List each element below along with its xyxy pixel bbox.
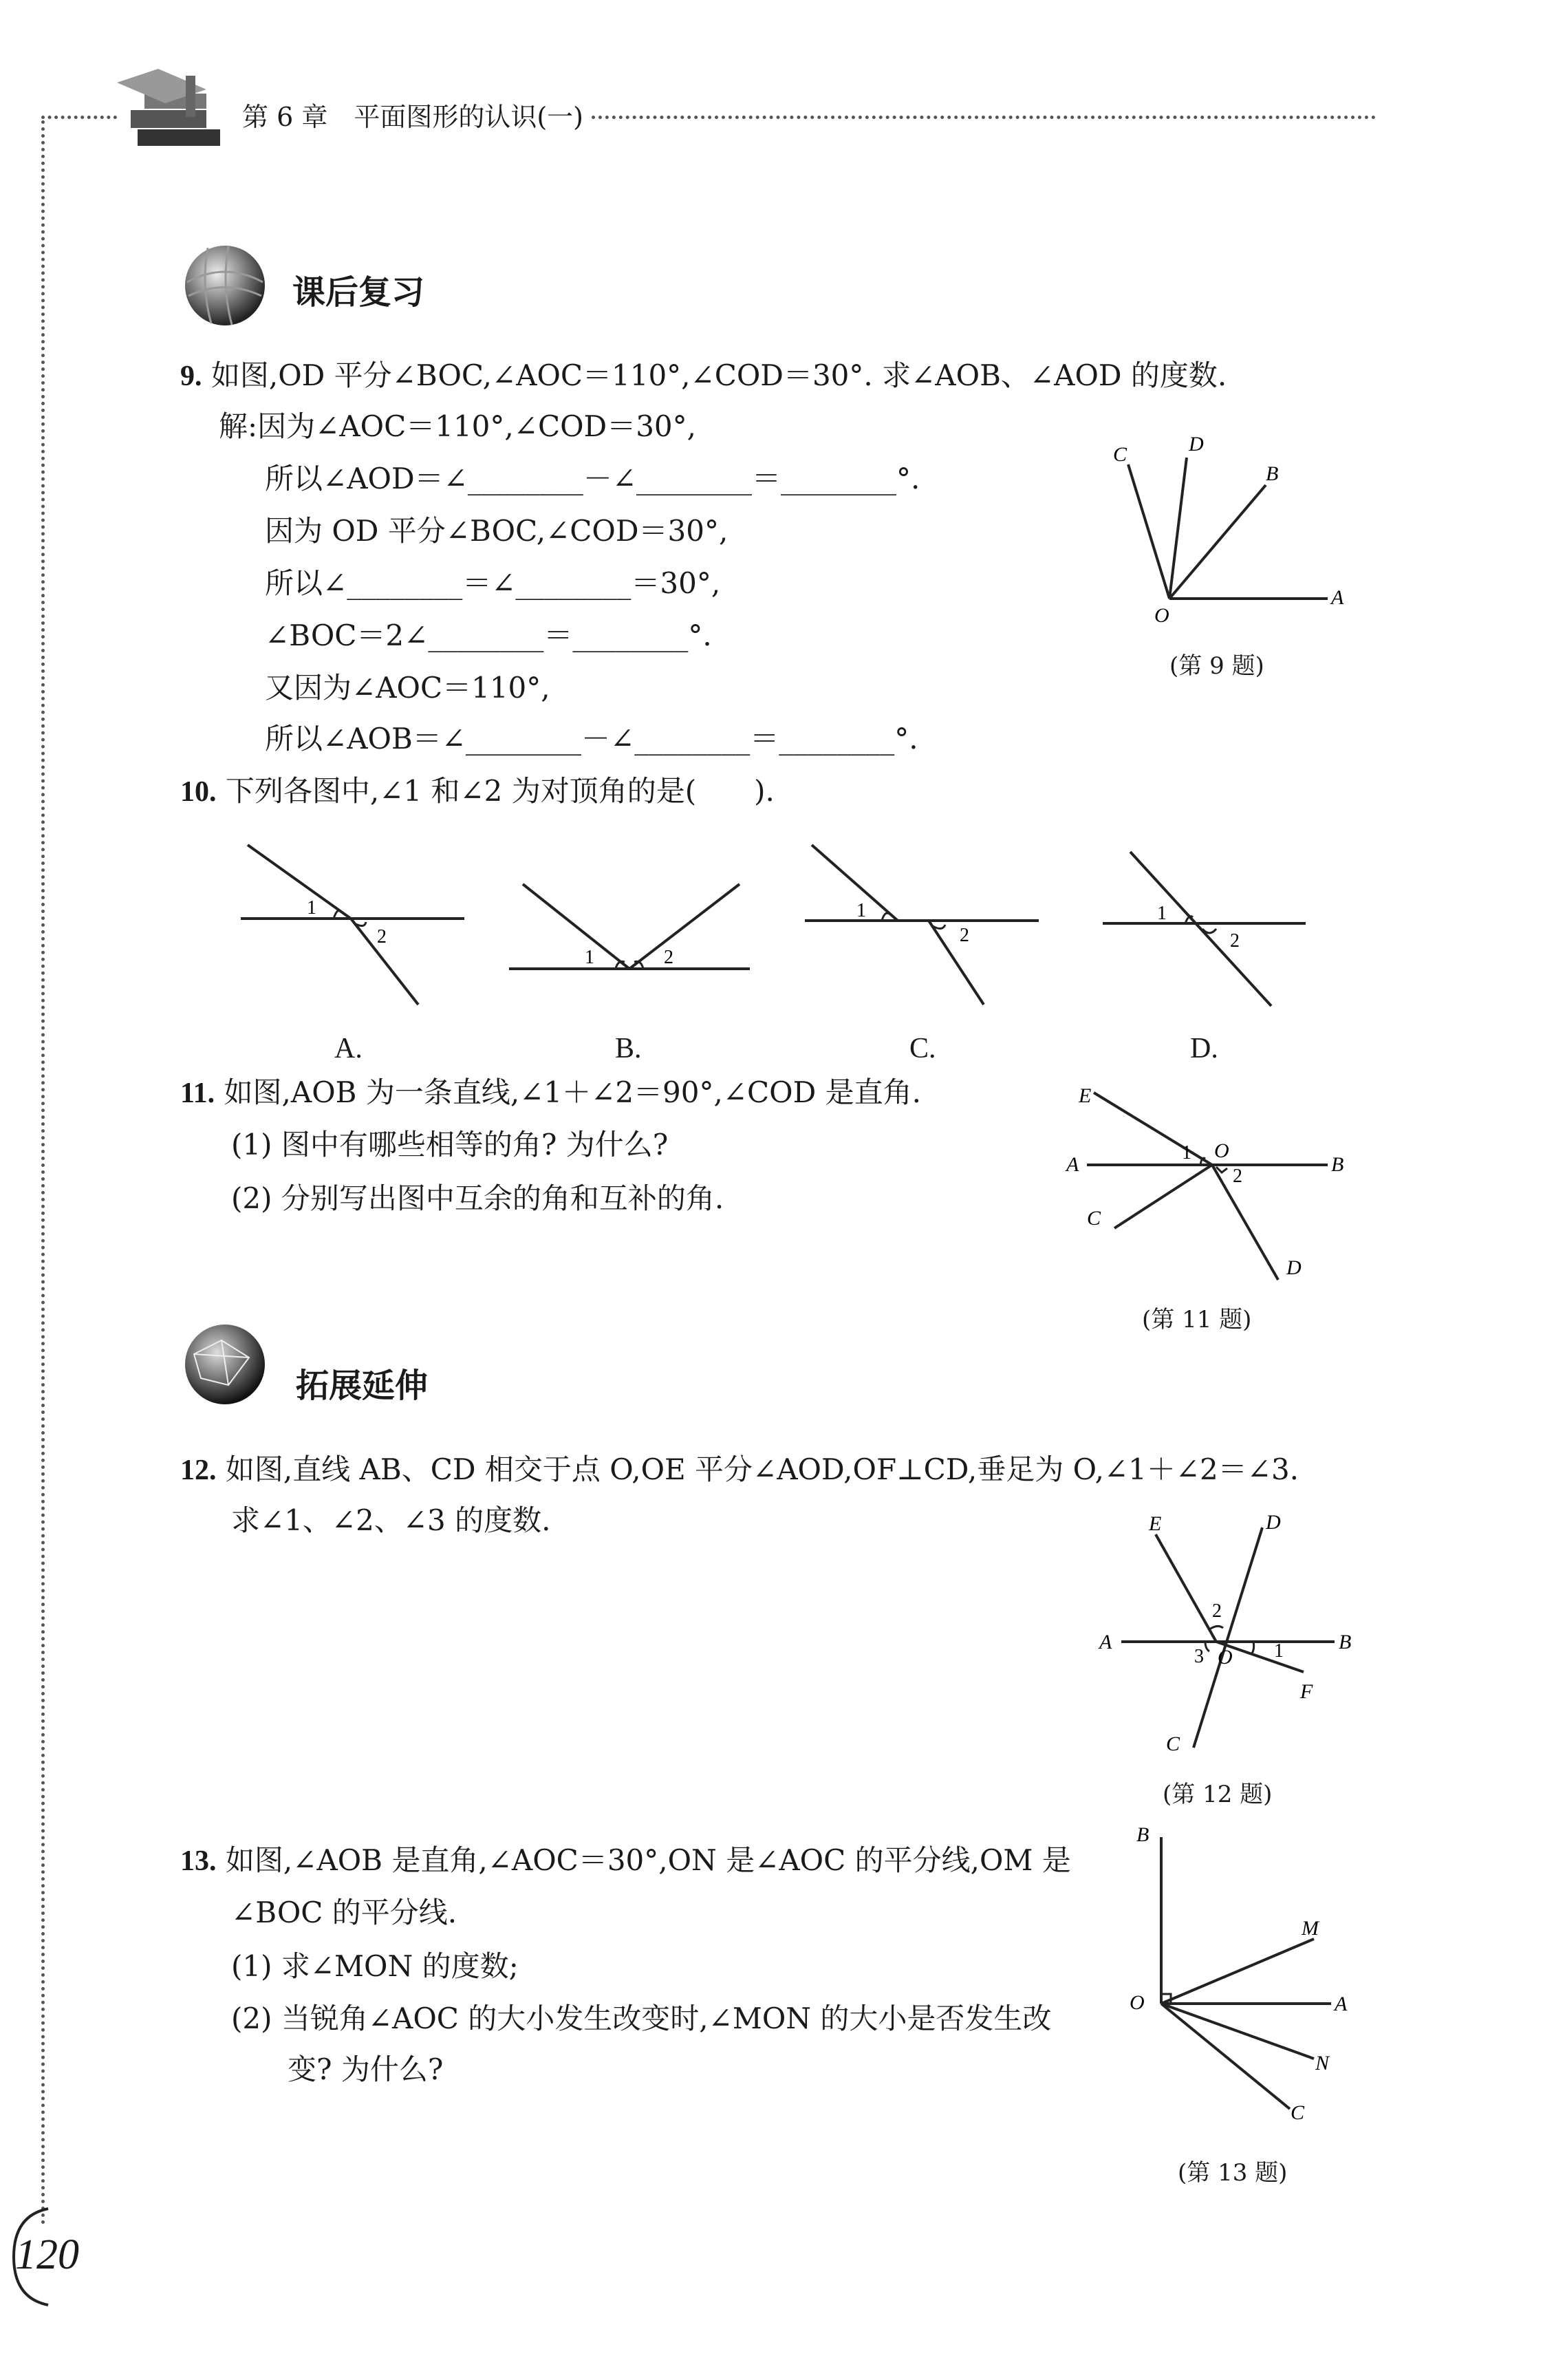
header-books-icon	[103, 62, 241, 165]
angle-2-label: 2	[1233, 1166, 1242, 1187]
sub-question: (2) 当锐角∠AOC 的大小发生改变时,∠MON 的大小是否发生改	[231, 2002, 1052, 2035]
label-n: N	[1315, 2052, 1330, 2075]
solution-line: 所以∠AOB＝∠________－∠________＝________°.	[265, 722, 918, 755]
angle-1-label: 1	[1274, 1640, 1284, 1662]
angle-1-label: 1	[1157, 903, 1167, 924]
label-o: O	[1218, 1646, 1233, 1669]
option-d: D.	[1190, 1033, 1218, 1064]
angle-2-label: 2	[1212, 1600, 1222, 1622]
angle-3-label: 3	[1194, 1646, 1204, 1667]
figure-q9	[1094, 427, 1362, 633]
figure-q11	[1059, 1080, 1362, 1294]
label-d: D	[1286, 1256, 1302, 1279]
angle-2-label: 2	[664, 947, 673, 968]
figure-q13	[1114, 1816, 1362, 2133]
question-text: 如图,∠AOB 是直角,∠AOC＝30°,ON 是∠AOC 的平分线,OM 是	[225, 1843, 1071, 1877]
question-11	[180, 1073, 921, 1113]
angle-1-label: 1	[856, 900, 866, 921]
angle-2-label: 2	[960, 925, 969, 946]
angle-1-label: 1	[585, 947, 594, 968]
question-number: 13.	[180, 1845, 217, 1877]
question-text: 如图,AOB 为一条直线,∠1＋∠2＝90°,∠COD 是直角.	[224, 1075, 921, 1109]
question-text-continued: 求∠1、∠2、∠3 的度数.	[231, 1503, 551, 1537]
label-o: O	[1154, 604, 1169, 627]
question-10	[180, 772, 775, 811]
sub-question: (1) 图中有哪些相等的角? 为什么?	[231, 1128, 669, 1161]
figure-q10-d	[1099, 846, 1313, 1018]
option-b: B.	[615, 1033, 642, 1064]
label-c: C	[1291, 2101, 1305, 2124]
solution-line: 因为 OD 平分∠BOC,∠COD＝30°,	[265, 514, 728, 548]
figure-q10-a	[234, 833, 482, 1018]
label-d: D	[1266, 1514, 1281, 1534]
section-title: 课后复习	[292, 273, 425, 312]
option-c: C.	[909, 1033, 936, 1064]
figure-q12	[1094, 1514, 1362, 1761]
header-chapter: 第 6 章 平面图形的认识(一)	[242, 102, 583, 132]
label-b: B	[1136, 1823, 1150, 1846]
label-c: C	[1166, 1733, 1180, 1755]
header-dotted-line-right	[592, 116, 1376, 119]
label-m: M	[1302, 1917, 1319, 1940]
label-a: A	[1099, 1631, 1112, 1653]
sub-question: (1) 求∠MON 的度数;	[231, 1949, 519, 1983]
angle-1-label: 1	[1182, 1142, 1191, 1164]
question-9	[180, 356, 1227, 396]
angle-2-label: 2	[1230, 930, 1240, 952]
figure-caption: (第 12 题)	[1163, 1781, 1273, 1808]
question-text: 如图,OD 平分∠BOC,∠AOC＝110°,∠COD＝30°. 求∠AOB、∠AOD 的度数.	[211, 358, 1227, 392]
label-b: B	[1266, 462, 1279, 485]
question-12	[180, 1450, 1299, 1490]
label-e: E	[1149, 1514, 1162, 1535]
solution-line: 所以∠________＝∠________＝30°,	[265, 566, 721, 600]
solution-line: 解:因为∠AOC＝110°,∠COD＝30°,	[219, 409, 696, 443]
question-number: 11.	[180, 1078, 215, 1109]
label-o: O	[1214, 1139, 1229, 1162]
option-a: A.	[334, 1033, 363, 1064]
question-number: 9.	[180, 361, 202, 392]
label-a: A	[1331, 586, 1344, 609]
label-b: B	[1339, 1631, 1352, 1653]
question-number: 12.	[180, 1455, 217, 1486]
label-f: F	[1300, 1680, 1313, 1703]
label-b: B	[1331, 1153, 1344, 1176]
question-text: 下列各图中,∠1 和∠2 为对顶角的是( ).	[225, 774, 775, 808]
angle-2-label: 2	[377, 926, 387, 947]
label-o: O	[1130, 1991, 1145, 2014]
section-title: 拓展延伸	[296, 1366, 429, 1405]
figure-caption: (第 9 题)	[1169, 652, 1264, 680]
figure-caption: (第 13 题)	[1178, 2159, 1288, 2187]
page-number: 120	[15, 2231, 79, 2278]
figure-q10-c	[798, 839, 1053, 1011]
question-13	[180, 1841, 1071, 1880]
question-text-continued: ∠BOC 的平分线.	[231, 1896, 457, 1929]
label-a: A	[1066, 1153, 1079, 1176]
label-c: C	[1087, 1207, 1101, 1230]
solution-line: 所以∠AOD＝∠________－∠________＝________°.	[265, 462, 920, 495]
label-c: C	[1113, 443, 1127, 466]
network-globe-icon	[180, 1320, 270, 1409]
angle-1-label: 1	[307, 897, 316, 919]
sub-question-continued: 变? 为什么?	[288, 2052, 444, 2086]
label-a: A	[1335, 1993, 1348, 2015]
globe-icon	[180, 241, 270, 330]
question-number: 10.	[180, 776, 217, 808]
label-e: E	[1079, 1084, 1092, 1107]
sub-question: (2) 分别写出图中互余的角和互补的角.	[231, 1181, 724, 1215]
label-d: D	[1189, 433, 1204, 455]
margin-dotted-line	[41, 120, 45, 2226]
solution-line: ∠BOC＝2∠________＝________°.	[265, 619, 712, 652]
figure-q10-b	[502, 874, 764, 984]
solution-line: 又因为∠AOC＝110°,	[265, 671, 550, 705]
figure-caption: (第 11 题)	[1142, 1306, 1252, 1333]
question-text: 如图,直线 AB、CD 相交于点 O,OE 平分∠AOD,OF⊥CD,垂足为 O,∠1＋∠2＝∠3.	[225, 1452, 1299, 1486]
